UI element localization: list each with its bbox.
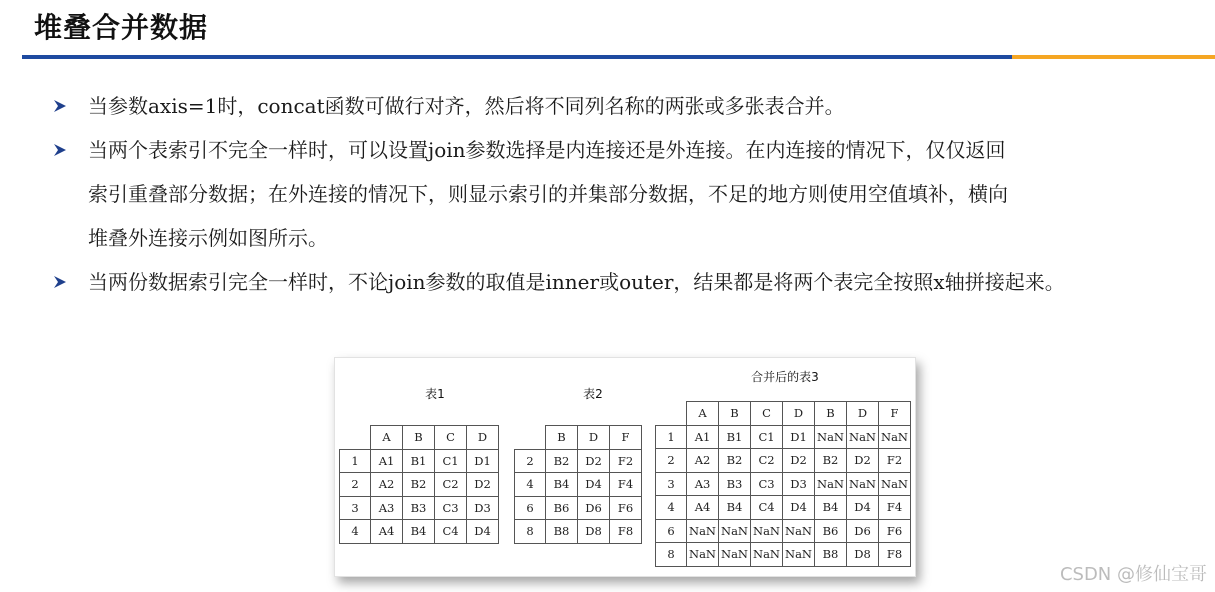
- table-cell: A4: [687, 496, 719, 520]
- row-index-cell: 4: [515, 473, 546, 497]
- table-row: [656, 449, 911, 473]
- table-cell: A2: [371, 473, 403, 497]
- table-cell: F4: [879, 496, 911, 520]
- table-cell: C1: [751, 425, 783, 449]
- column-header: F: [879, 402, 911, 426]
- table-cell: B4: [403, 520, 435, 544]
- table-cell: A3: [371, 496, 403, 520]
- table-cell: F8: [610, 520, 642, 544]
- title-rule-primary: [22, 55, 1012, 59]
- table-cell: D1: [467, 449, 499, 473]
- table-row: [656, 472, 911, 496]
- bullet-text-line: 堆叠外连接示例如图所示。: [88, 226, 328, 250]
- table-cell: NaN: [847, 425, 879, 449]
- table-row: [656, 496, 911, 520]
- table-cell: B8: [546, 520, 578, 544]
- page-title: 堆叠合并数据: [34, 11, 209, 44]
- table1-caption: 表1: [425, 387, 445, 401]
- table-cell: NaN: [687, 543, 719, 567]
- table-cell: F6: [879, 519, 911, 543]
- table-cell: B6: [815, 519, 847, 543]
- column-header: D: [578, 426, 610, 450]
- concat-example-figure: [334, 357, 916, 577]
- table-cell: NaN: [879, 425, 911, 449]
- table-row: [656, 425, 911, 449]
- header-corner: [340, 426, 371, 450]
- table-cell: A2: [687, 449, 719, 473]
- row-index-cell: 8: [656, 543, 687, 567]
- bullet-item: [48, 84, 1208, 128]
- column-header: D: [467, 426, 499, 450]
- table-cell: B1: [719, 425, 751, 449]
- table-cell: B2: [546, 449, 578, 473]
- table-cell: F2: [879, 449, 911, 473]
- row-index-cell: 3: [340, 496, 371, 520]
- table-cell: NaN: [815, 425, 847, 449]
- table-cell: D2: [847, 449, 879, 473]
- table3-caption: 合并后的表3: [751, 370, 819, 384]
- row-index-cell: 3: [656, 472, 687, 496]
- table-cell: B2: [815, 449, 847, 473]
- bullet-text-line: 当两个表索引不完全一样时，可以设置join参数选择是内连接还是外连接。在内连接的情况下，仅仅返回: [88, 138, 1006, 162]
- table1: [339, 425, 499, 544]
- row-index-cell: 2: [340, 473, 371, 497]
- table-cell: D6: [847, 519, 879, 543]
- arrow-bullet-icon: [48, 260, 72, 304]
- row-index-cell: 6: [656, 519, 687, 543]
- column-header: F: [610, 426, 642, 450]
- table-cell: D4: [783, 496, 815, 520]
- table-cell: B4: [719, 496, 751, 520]
- table-cell: NaN: [783, 543, 815, 567]
- column-header: B: [815, 402, 847, 426]
- column-header: B: [546, 426, 578, 450]
- table-cell: D8: [847, 543, 879, 567]
- table-cell: A1: [371, 449, 403, 473]
- table-cell: D3: [467, 496, 499, 520]
- table-cell: C2: [435, 473, 467, 497]
- table-cell: F6: [610, 496, 642, 520]
- table-row: [515, 473, 642, 497]
- table-cell: B4: [546, 473, 578, 497]
- column-header: C: [435, 426, 467, 450]
- table-cell: C3: [435, 496, 467, 520]
- table-row: [515, 496, 642, 520]
- row-index-cell: 4: [656, 496, 687, 520]
- table-cell: C2: [751, 449, 783, 473]
- table-cell: B3: [719, 472, 751, 496]
- table-row: [656, 543, 911, 567]
- bullet-text-line: 索引重叠部分数据；在外连接的情况下，则显示索引的并集部分数据，不足的地方则使用空值填补，横向: [88, 182, 1008, 206]
- row-index-cell: 6: [515, 496, 546, 520]
- table-cell: D2: [467, 473, 499, 497]
- table-cell: C3: [751, 472, 783, 496]
- row-index-cell: 2: [656, 449, 687, 473]
- table-row: [515, 449, 642, 473]
- table-cell: NaN: [879, 472, 911, 496]
- table-cell: C4: [435, 520, 467, 544]
- table3: [655, 401, 911, 567]
- column-header: B: [719, 402, 751, 426]
- table-cell: A3: [687, 472, 719, 496]
- table-cell: F8: [879, 543, 911, 567]
- table-cell: B2: [719, 449, 751, 473]
- table-cell: A4: [371, 520, 403, 544]
- column-header: D: [847, 402, 879, 426]
- table-cell: NaN: [719, 519, 751, 543]
- table-cell: B2: [403, 473, 435, 497]
- table-cell: B1: [403, 449, 435, 473]
- table-cell: D4: [578, 473, 610, 497]
- row-index-cell: 2: [515, 449, 546, 473]
- table-row: [340, 473, 499, 497]
- column-header: D: [783, 402, 815, 426]
- table-cell: NaN: [687, 519, 719, 543]
- table-cell: B4: [815, 496, 847, 520]
- table-cell: NaN: [815, 472, 847, 496]
- table-cell: D2: [783, 449, 815, 473]
- header-corner: [515, 426, 546, 450]
- table-cell: C1: [435, 449, 467, 473]
- table-cell: C4: [751, 496, 783, 520]
- header-corner: [656, 402, 687, 426]
- table2: [514, 425, 642, 544]
- table-cell: B3: [403, 496, 435, 520]
- table-cell: NaN: [783, 519, 815, 543]
- table-cell: F2: [610, 449, 642, 473]
- table-row: [656, 519, 911, 543]
- table-cell: D3: [783, 472, 815, 496]
- table-cell: NaN: [719, 543, 751, 567]
- csdn-watermark: CSDN @修仙宝哥: [1059, 564, 1207, 585]
- bullet-item: [48, 128, 1208, 260]
- table-cell: NaN: [751, 543, 783, 567]
- title-rule-accent: [1012, 55, 1215, 59]
- arrow-bullet-icon: [48, 84, 72, 128]
- table-cell: F4: [610, 473, 642, 497]
- bullet-item: [48, 260, 1208, 304]
- column-header: A: [687, 402, 719, 426]
- row-index-cell: 1: [340, 449, 371, 473]
- table-header-row: [340, 426, 499, 450]
- bullet-list: [48, 84, 1208, 304]
- table-row: [340, 520, 499, 544]
- column-header: A: [371, 426, 403, 450]
- bullet-text: 当两份数据索引完全一样时，不论join参数的取值是inner或outer，结果都是将两个表完全按照x轴拼接起来。: [88, 270, 1065, 294]
- table-row: [340, 449, 499, 473]
- table-cell: D4: [467, 520, 499, 544]
- table-cell: B6: [546, 496, 578, 520]
- table-cell: D6: [578, 496, 610, 520]
- bullet-text: 当参数axis=1时，concat函数可做行对齐，然后将不同列名称的两张或多张表合并。: [88, 94, 845, 118]
- table2-caption: 表2: [583, 387, 603, 401]
- column-header: C: [751, 402, 783, 426]
- row-index-cell: 1: [656, 425, 687, 449]
- column-header: B: [403, 426, 435, 450]
- table-cell: NaN: [847, 472, 879, 496]
- arrow-bullet-icon: [48, 128, 72, 172]
- table-header-row: [515, 426, 642, 450]
- row-index-cell: 4: [340, 520, 371, 544]
- table-cell: D1: [783, 425, 815, 449]
- table-cell: D2: [578, 449, 610, 473]
- row-index-cell: 8: [515, 520, 546, 544]
- table-row: [515, 520, 642, 544]
- table-cell: B8: [815, 543, 847, 567]
- table-cell: NaN: [751, 519, 783, 543]
- table-header-row: [656, 402, 911, 426]
- table-cell: D8: [578, 520, 610, 544]
- table-row: [340, 496, 499, 520]
- table-cell: A1: [687, 425, 719, 449]
- table-cell: D4: [847, 496, 879, 520]
